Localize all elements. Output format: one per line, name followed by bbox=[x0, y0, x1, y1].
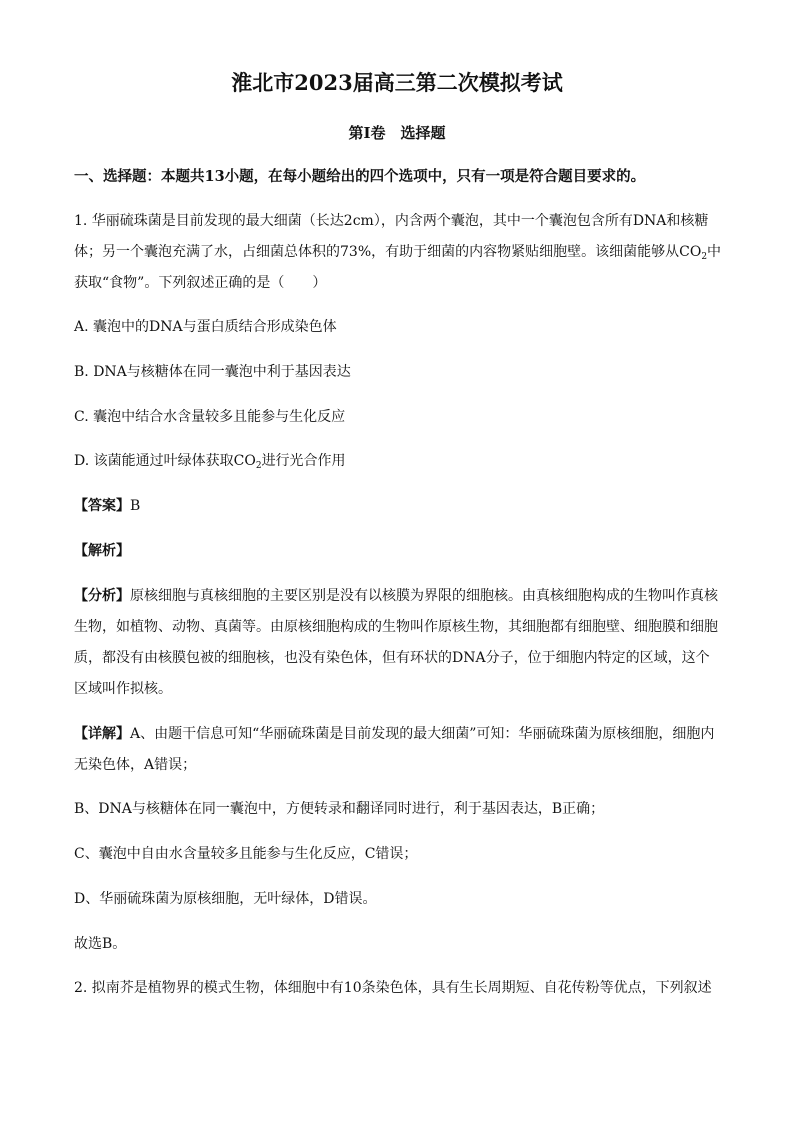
q1-option-d-tail: 进行光合作用 bbox=[261, 453, 346, 469]
q1-option-d-text: D. 该菌能通过叶绿体获取CO bbox=[74, 453, 256, 469]
answer-value: B bbox=[130, 498, 141, 514]
section-heading: 一、选择题：本题共13小题，在每小题给出的四个选项中，只有一项是符合题目要求的。 bbox=[74, 168, 646, 185]
q2-stem-line1: 2. 拟南芥是植物界的模式生物，体细胞中有10条染色体，具有生长周期短、自花传粉等优点，下列叙述 bbox=[74, 980, 712, 996]
fenxi-line4: 区域叫作拟核。 bbox=[74, 681, 172, 697]
q1-stem-line2 bbox=[74, 243, 721, 261]
fenxi-line1 bbox=[74, 587, 718, 605]
detail-d: D、华丽硫珠菌为原核细胞，无叶绿体，D错误。 bbox=[74, 891, 377, 907]
xiangjie-line2: 无染色体，A错误； bbox=[74, 757, 197, 773]
fenxi-line3: 质，都没有由核膜包被的细胞核，也没有染色体，但有环状的DNA分子，位于细胞内特定的区域，这个 bbox=[74, 650, 710, 666]
xiangjie-tag: 【详解】 bbox=[74, 726, 130, 742]
section-subtitle: 第Ⅰ卷 选择题 bbox=[348, 124, 446, 142]
answer-tag: 【答案】 bbox=[74, 498, 130, 514]
q1-stem-line1: 1. 华丽硫珠菌是目前发现的最大细菌（长达2cm），内含两个囊泡，其中一个囊泡包含所有DNA和核糖 bbox=[74, 213, 709, 229]
exam-title: 淮北市2023届高三第二次模拟考试 bbox=[231, 70, 563, 95]
co2-subscript: 2 bbox=[701, 252, 708, 262]
q1-stem-line3: 获取“食物”。下列叙述正确的是（ ） bbox=[74, 275, 327, 291]
detail-c: C、囊泡中自由水含量较多且能参与生化反应，C错误； bbox=[74, 846, 418, 862]
q1-answer bbox=[74, 497, 140, 515]
fenxi-text1: 原核细胞与真核细胞的主要区别是没有以核膜为界限的细胞核。由真核细胞构成的生物叫作真核 bbox=[130, 588, 718, 604]
xiangjie-text1: A、由题干信息可知“华丽硫珠菌是目前发现的最大细菌”可知：华丽硫珠菌为原核细胞，细胞内 bbox=[130, 726, 715, 742]
q1-stem-line2-tail: 中 bbox=[707, 244, 722, 260]
q1-stem-line2-text: 体；另一个囊泡充满了水，占细菌总体积的73%，有助于细菌的内容物紧贴细胞壁。该细菌能够从CO bbox=[74, 244, 702, 260]
fenxi-line2: 生物，如植物、动物、真菌等。由原核细胞构成的生物叫作原核生物，其细胞都有细胞壁、细胞膜和细胞 bbox=[74, 619, 718, 635]
co2-subscript: 2 bbox=[255, 461, 262, 471]
q1-option-b: B. DNA与核糖体在同一囊泡中利于基因表达 bbox=[74, 364, 351, 380]
analysis-tag: 【解析】 bbox=[74, 543, 130, 559]
fenxi-tag: 【分析】 bbox=[74, 588, 130, 604]
q1-option-c: C. 囊泡中结合水含量较多且能参与生化反应 bbox=[74, 409, 346, 425]
detail-b: B、DNA与核糖体在同一囊泡中，方便转录和翻译同时进行，利于基因表达，B正确； bbox=[74, 801, 605, 817]
q1-option-a: A. 囊泡中的DNA与蛋白质结合形成染色体 bbox=[74, 319, 337, 335]
conclusion: 故选B。 bbox=[74, 936, 127, 952]
xiangjie-line1 bbox=[74, 725, 714, 743]
q1-option-d bbox=[74, 452, 346, 470]
